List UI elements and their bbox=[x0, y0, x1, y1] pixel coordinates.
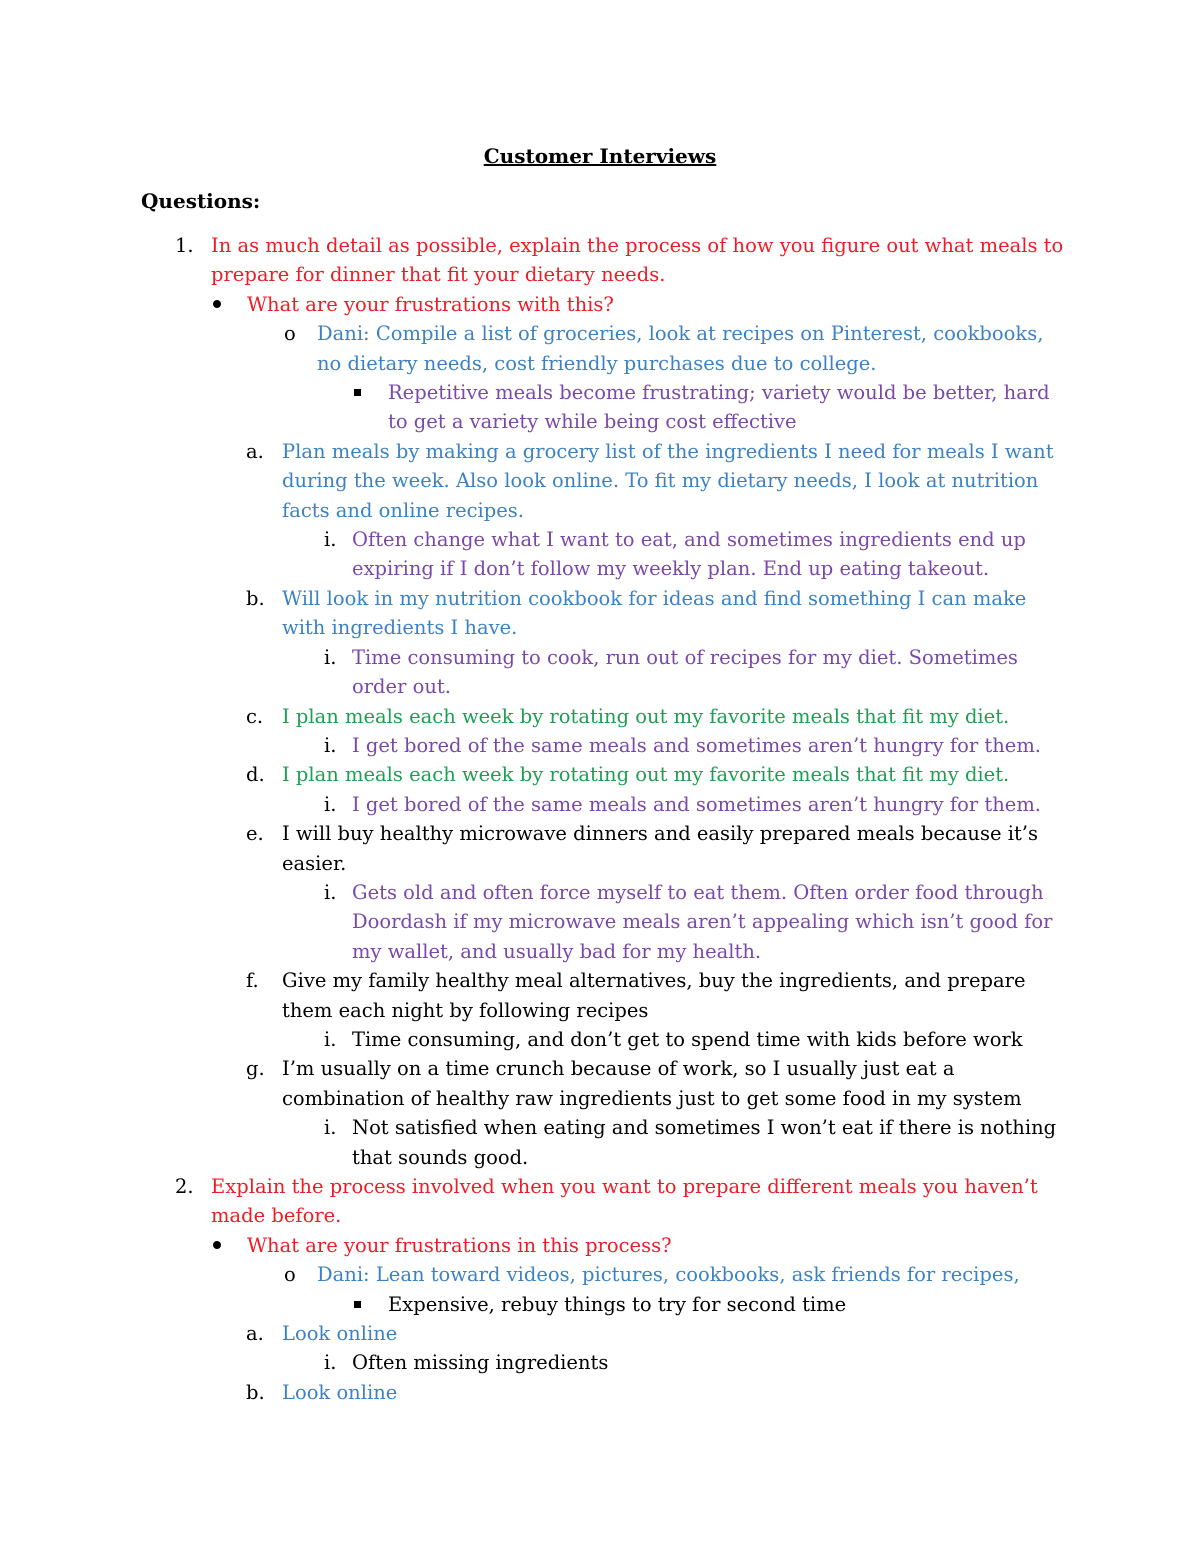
document-title: Customer Interviews bbox=[483, 144, 717, 168]
dani-answer-text: Dani: Lean toward videos, pictures, cookbooks, ask friends for recipes, bbox=[317, 1263, 1020, 1287]
roman-marker: i. bbox=[324, 1351, 337, 1375]
answer-2a-sub bbox=[324, 1348, 1067, 1377]
answer-text: Plan meals by making a grocery list of the ingredients I need for meals I want during the week. Also look online. To fit my dietary needs, I look at nutrition facts and online recipes. bbox=[282, 439, 1054, 522]
answer-letter: a. bbox=[246, 1322, 264, 1346]
answer-2a bbox=[246, 1319, 1067, 1348]
answer-letter: d. bbox=[246, 763, 265, 787]
answer-g bbox=[246, 1054, 1067, 1113]
question-text: Explain the process involved when you want to prepare different meals you haven’t made before. bbox=[211, 1175, 1038, 1228]
dani-answer-2 bbox=[284, 1260, 1067, 1289]
roman-marker: i. bbox=[324, 645, 337, 669]
answer-d bbox=[246, 760, 1067, 789]
sub-answer-text: Often change what I want to eat, and sometimes ingredients end up expiring if I don’t follow my weekly plan. End up eating takeout. bbox=[352, 528, 1026, 581]
dani-answer bbox=[284, 319, 1067, 378]
answer-c bbox=[246, 702, 1067, 731]
question-2 bbox=[175, 1172, 1066, 1231]
sub-answer-text: I get bored of the same meals and sometimes aren’t hungry for them. bbox=[352, 733, 1042, 757]
answer-g-sub bbox=[324, 1113, 1067, 1172]
dani-sub-answer-2 bbox=[388, 1290, 1068, 1319]
answer-letter: e. bbox=[246, 822, 264, 846]
roman-marker: i. bbox=[324, 1027, 337, 1051]
answer-letter: a. bbox=[246, 439, 264, 463]
answer-text: I will buy healthy microwave dinners and easily prepared meals because it’s easier. bbox=[282, 822, 1038, 875]
answer-e bbox=[246, 819, 1067, 878]
questions-heading: Questions: bbox=[141, 189, 261, 213]
answer-e-sub bbox=[324, 878, 1067, 966]
dani-sub-text: Expensive, rebuy things to try for second time bbox=[388, 1292, 847, 1316]
answer-text: Will look in my nutrition cookbook for ideas and find something I can make with ingredients I have. bbox=[282, 586, 1027, 640]
answer-f bbox=[246, 966, 1067, 1025]
question-1 bbox=[175, 231, 1066, 290]
answer-text: I’m usually on a time crunch because of work, so I usually just eat a combination of healthy raw ingredients just to get some food in my system bbox=[282, 1057, 1022, 1110]
question-number: 2. bbox=[175, 1175, 194, 1198]
dani-sub-answer bbox=[388, 378, 1068, 437]
answer-text: I plan meals each week by rotating out my favorite meals that fit my diet. bbox=[282, 704, 1010, 728]
answer-d-sub bbox=[324, 790, 1067, 819]
answer-2b bbox=[246, 1378, 1067, 1407]
square-bullet-icon bbox=[354, 378, 361, 407]
answer-letter: f. bbox=[246, 969, 259, 993]
answer-a bbox=[246, 437, 1067, 525]
answer-letter: c. bbox=[246, 704, 264, 728]
square-bullet-icon bbox=[354, 1290, 361, 1319]
answer-letter: b. bbox=[246, 1380, 265, 1404]
answer-b-sub bbox=[324, 643, 1067, 702]
answer-letter: b. bbox=[246, 586, 265, 610]
sub-answer-text: I get bored of the same meals and sometimes aren’t hungry for them. bbox=[352, 792, 1042, 816]
frustration-text: What are your frustrations in this process? bbox=[247, 1233, 672, 1257]
roman-marker: i. bbox=[324, 880, 337, 904]
sub-answer-text: Time consuming, and don’t get to spend time with kids before work bbox=[352, 1027, 1023, 1051]
question-text: In as much detail as possible, explain the process of how you figure out what meals to prepare for dinner that fit your dietary needs. bbox=[211, 234, 1064, 287]
dani-sub-text: Repetitive meals become frustrating; variety would be better, hard to get a variety while being cost effective bbox=[388, 381, 1050, 434]
answer-text: I plan meals each week by rotating out my favorite meals that fit my diet. bbox=[282, 763, 1010, 787]
circle-marker: o bbox=[284, 322, 296, 346]
roman-marker: i. bbox=[324, 733, 337, 757]
dani-answer-text: Dani: Compile a list of groceries, look at recipes on Pinterest, cookbooks, no dietary needs, cost friendly purchases due to college. bbox=[317, 322, 1044, 375]
question-list bbox=[0, 231, 1200, 1407]
answer-text: Give my family healthy meal alternatives, buy the ingredients, and prepare them each night by following recipes bbox=[282, 969, 1026, 1022]
answer-text: Look online bbox=[282, 1380, 398, 1404]
circle-marker: o bbox=[284, 1263, 296, 1287]
answer-b bbox=[246, 584, 1067, 643]
answer-c-sub bbox=[324, 731, 1067, 760]
sub-answer-text: Often missing ingredients bbox=[352, 1351, 609, 1375]
bullet-icon bbox=[213, 290, 221, 319]
roman-marker: i. bbox=[324, 1116, 337, 1140]
frustration-prompt-2 bbox=[247, 1231, 1067, 1260]
frustration-prompt bbox=[247, 290, 1067, 319]
answer-a-sub bbox=[324, 525, 1067, 584]
sub-answer-text: Time consuming to cook, run out of recipes for my diet. Sometimes order out. bbox=[352, 645, 1018, 699]
sub-answer-text: Gets old and often force myself to eat them. Often order food through Doordash if my microwave meals aren’t appealing which isn’t good for my wallet, and usually bad for my health. bbox=[352, 880, 1053, 963]
roman-marker: i. bbox=[324, 792, 337, 816]
bullet-icon bbox=[213, 1231, 221, 1260]
answer-letter: g. bbox=[246, 1057, 265, 1081]
answer-f-sub bbox=[324, 1025, 1067, 1054]
question-number: 1. bbox=[175, 234, 194, 257]
sub-answer-text: Not satisfied when eating and sometimes I won’t eat if there is nothing that sounds good. bbox=[352, 1116, 1057, 1169]
roman-marker: i. bbox=[324, 528, 337, 552]
frustration-text: What are your frustrations with this? bbox=[247, 292, 614, 316]
answer-text: Look online bbox=[282, 1322, 398, 1346]
